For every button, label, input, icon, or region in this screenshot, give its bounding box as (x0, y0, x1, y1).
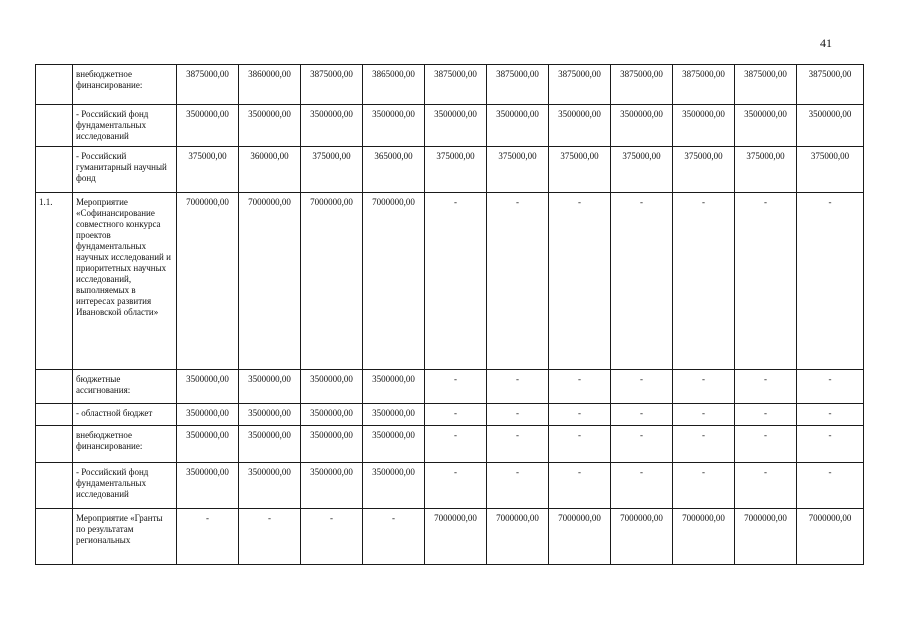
table-body (36, 65, 864, 565)
value-cell: 3500000,00 (363, 105, 425, 147)
table-row (36, 147, 864, 193)
value-cell: 7000000,00 (673, 509, 735, 565)
table-row (36, 426, 864, 463)
value-cell: - (673, 426, 735, 463)
value-cell: 3875000,00 (301, 65, 363, 105)
row-index (36, 426, 73, 463)
value-cell: 7000000,00 (425, 509, 487, 565)
value-cell: - (425, 193, 487, 370)
value-cell: 375000,00 (549, 147, 611, 193)
value-cell: - (549, 463, 611, 509)
value-cell: 7000000,00 (797, 509, 864, 565)
table-row (36, 105, 864, 147)
value-cell: 3500000,00 (797, 105, 864, 147)
row-index: 1.1. (36, 193, 73, 370)
row-index (36, 105, 73, 147)
value-cell: - (797, 370, 864, 404)
table-row (36, 370, 864, 404)
value-cell: - (487, 193, 549, 370)
value-cell: 3500000,00 (239, 370, 301, 404)
value-cell: 3500000,00 (239, 426, 301, 463)
value-cell: 3500000,00 (177, 105, 239, 147)
value-cell: - (549, 193, 611, 370)
value-cell: - (735, 426, 797, 463)
row-index (36, 404, 73, 426)
value-cell: - (797, 193, 864, 370)
value-cell: 3500000,00 (301, 463, 363, 509)
value-cell: 375000,00 (673, 147, 735, 193)
value-cell: - (735, 370, 797, 404)
value-cell: - (797, 463, 864, 509)
value-cell: - (797, 426, 864, 463)
value-cell: - (549, 404, 611, 426)
table-row (36, 463, 864, 509)
value-cell: 3500000,00 (177, 404, 239, 426)
value-cell: - (363, 509, 425, 565)
value-cell: 365000,00 (363, 147, 425, 193)
value-cell: 3500000,00 (425, 105, 487, 147)
value-cell: 3500000,00 (363, 370, 425, 404)
value-cell: 3500000,00 (673, 105, 735, 147)
row-name: - областной бюджет (73, 404, 177, 426)
value-cell: 375000,00 (611, 147, 673, 193)
row-name: Мероприятие «Софинансирование совместного конкурса проектов фундаментальных научных исследований и приоритетных научных исследований, выполняемых в интересах развития Ивановской области» (73, 193, 177, 370)
value-cell: 3875000,00 (487, 65, 549, 105)
row-name: - Российский фонд фундаментальных исследований (73, 105, 177, 147)
page-number: 41 (820, 36, 832, 50)
row-name: - Российский гуманитарный научный фонд (73, 147, 177, 193)
value-cell: 7000000,00 (363, 193, 425, 370)
value-cell: 3500000,00 (301, 370, 363, 404)
row-index (36, 463, 73, 509)
value-cell: - (611, 426, 673, 463)
value-cell: 3500000,00 (549, 105, 611, 147)
table-row (36, 404, 864, 426)
table-row (36, 65, 864, 105)
value-cell: 3875000,00 (797, 65, 864, 105)
value-cell: 3875000,00 (735, 65, 797, 105)
value-cell: - (611, 370, 673, 404)
value-cell: 7000000,00 (239, 193, 301, 370)
value-cell: - (673, 370, 735, 404)
row-index (36, 509, 73, 565)
value-cell: 3500000,00 (239, 463, 301, 509)
value-cell: - (425, 426, 487, 463)
value-cell: - (611, 193, 673, 370)
value-cell: 3865000,00 (363, 65, 425, 105)
value-cell: 3860000,00 (239, 65, 301, 105)
value-cell: - (549, 426, 611, 463)
value-cell: 3500000,00 (611, 105, 673, 147)
value-cell: 3875000,00 (549, 65, 611, 105)
value-cell: 3500000,00 (177, 370, 239, 404)
value-cell: 360000,00 (239, 147, 301, 193)
value-cell: 3500000,00 (487, 105, 549, 147)
value-cell: 3500000,00 (735, 105, 797, 147)
row-name: внебюджетное финансирование: (73, 426, 177, 463)
value-cell: - (177, 509, 239, 565)
value-cell: - (425, 404, 487, 426)
value-cell: 3500000,00 (363, 426, 425, 463)
value-cell: 375000,00 (487, 147, 549, 193)
value-cell: 3875000,00 (425, 65, 487, 105)
value-cell: - (549, 370, 611, 404)
value-cell: 3500000,00 (301, 426, 363, 463)
value-cell: 375000,00 (177, 147, 239, 193)
value-cell: - (735, 193, 797, 370)
row-name: бюджетные ассигнования: (73, 370, 177, 404)
value-cell: 3500000,00 (363, 404, 425, 426)
value-cell: 3500000,00 (363, 463, 425, 509)
value-cell: 3500000,00 (177, 426, 239, 463)
value-cell: - (611, 463, 673, 509)
budget-table (35, 64, 864, 565)
value-cell: 3500000,00 (239, 105, 301, 147)
row-index (36, 65, 73, 105)
value-cell: 375000,00 (301, 147, 363, 193)
value-cell: 3875000,00 (673, 65, 735, 105)
value-cell: 7000000,00 (735, 509, 797, 565)
value-cell: 3875000,00 (177, 65, 239, 105)
value-cell: - (673, 193, 735, 370)
value-cell: - (735, 404, 797, 426)
value-cell: 3500000,00 (301, 105, 363, 147)
row-index (36, 370, 73, 404)
value-cell: - (735, 463, 797, 509)
value-cell: 7000000,00 (487, 509, 549, 565)
table-row (36, 509, 864, 565)
value-cell: 375000,00 (735, 147, 797, 193)
value-cell: 7000000,00 (177, 193, 239, 370)
value-cell: - (487, 463, 549, 509)
value-cell: - (239, 509, 301, 565)
row-name: Мероприятие «Гранты по результатам региональных (73, 509, 177, 565)
value-cell: - (611, 404, 673, 426)
value-cell: 375000,00 (797, 147, 864, 193)
row-index (36, 147, 73, 193)
value-cell: 3875000,00 (611, 65, 673, 105)
value-cell: 7000000,00 (611, 509, 673, 565)
value-cell: - (487, 370, 549, 404)
value-cell: - (425, 370, 487, 404)
row-name: внебюджетное финансирование: (73, 65, 177, 105)
table-row (36, 193, 864, 370)
value-cell: - (797, 404, 864, 426)
value-cell: 3500000,00 (301, 404, 363, 426)
value-cell: 3500000,00 (239, 404, 301, 426)
value-cell: - (487, 426, 549, 463)
value-cell: 7000000,00 (301, 193, 363, 370)
value-cell: 375000,00 (425, 147, 487, 193)
value-cell: 3500000,00 (177, 463, 239, 509)
value-cell: - (301, 509, 363, 565)
value-cell: - (487, 404, 549, 426)
value-cell: - (673, 463, 735, 509)
value-cell: 7000000,00 (549, 509, 611, 565)
value-cell: - (425, 463, 487, 509)
row-name: - Российский фонд фундаментальных исследований (73, 463, 177, 509)
value-cell: - (673, 404, 735, 426)
